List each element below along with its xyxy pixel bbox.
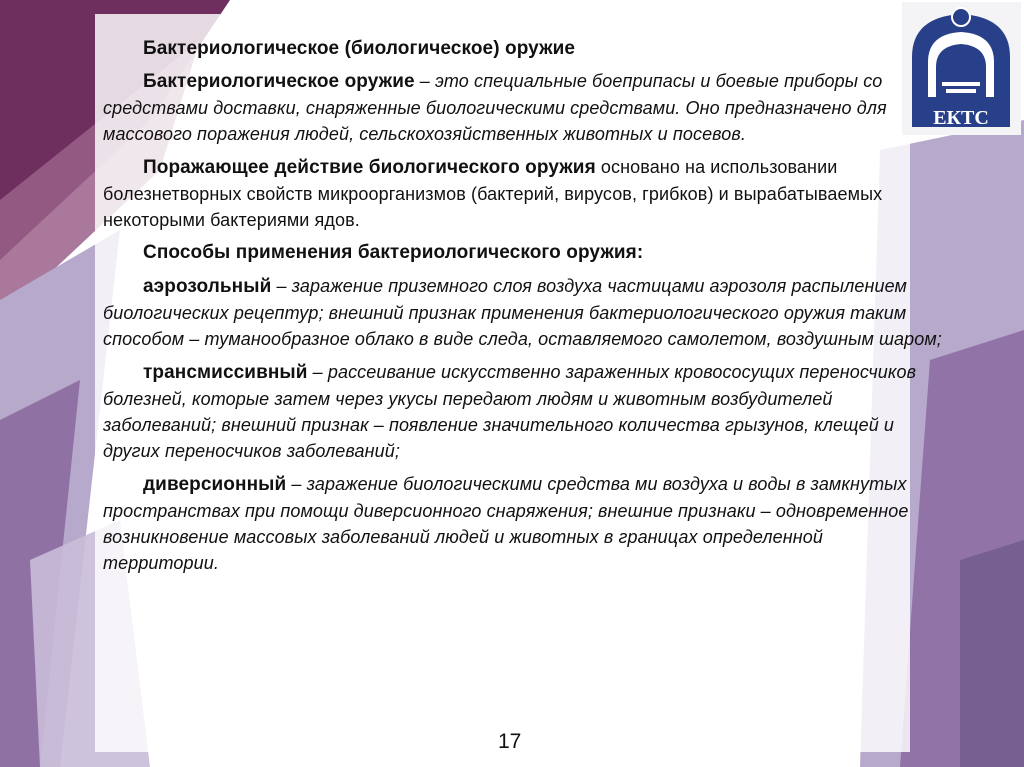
- paragraph-damaging-effect: [103, 154, 943, 233]
- method-aerosol-lead: аэрозольный: [143, 276, 272, 297]
- method-transmissive-lead: трансмиссивный: [143, 362, 308, 383]
- definition-lead: Бактериологическое оружие: [143, 71, 415, 92]
- method-sabotage: [103, 471, 943, 576]
- logo-text: ЕКТС: [933, 107, 989, 129]
- methods-heading: Способы применения бактериологического оружия:: [143, 242, 644, 263]
- method-sabotage-lead: диверсионный: [143, 474, 287, 495]
- slide-content: [103, 36, 943, 583]
- method-transmissive: [103, 359, 943, 464]
- method-aerosol-text: – заражение приземного слоя воздуха частицами аэрозоля распылением биологических рецептур; внешний признак применения бактериологического оружия таким способом – туманообразное облако в виде следа, оставляемого самолетом, воздушным шаром;: [103, 276, 942, 349]
- slide-title: Бактериологическое (биологическое) оружие: [143, 38, 576, 59]
- method-aerosol: [103, 273, 943, 352]
- method-sabotage-text: – заражение биологическими средства ми воздуха и воды в замкнутых пространствах при помощи диверсионного снаряжения; внешние признаки – одновременное возникновение массовых заболеваний людей и животных в границах определенной территории.: [103, 474, 909, 573]
- damaging-effect-text: основано на использовании болезнетворных свойств микроорганизмов (бактерий, вирусов, грибков) и вырабатываемых некоторыми бактериями ядов.: [103, 157, 883, 230]
- method-transmissive-text: – рассеивание искусственно зараженных кровососущих переносчиков болезней, которые затем через укусы передают людям и животным возбудителей заболеваний; внешний признак – появление значительного количества грызунов, клещей и других переносчиков заболеваний;: [103, 362, 917, 461]
- damaging-effect-lead: Поражающее действие биологического оружия: [143, 157, 596, 178]
- definition-text: – это специальные боеприпасы и боевые приборы со средствами доставки, снаряженные биологическими средствами. Оно предназначено для массового поражения людей, сельскохозяйственных животных и посевов.: [103, 71, 887, 144]
- paragraph-definition: [103, 68, 943, 147]
- page-number: 17: [498, 730, 522, 753]
